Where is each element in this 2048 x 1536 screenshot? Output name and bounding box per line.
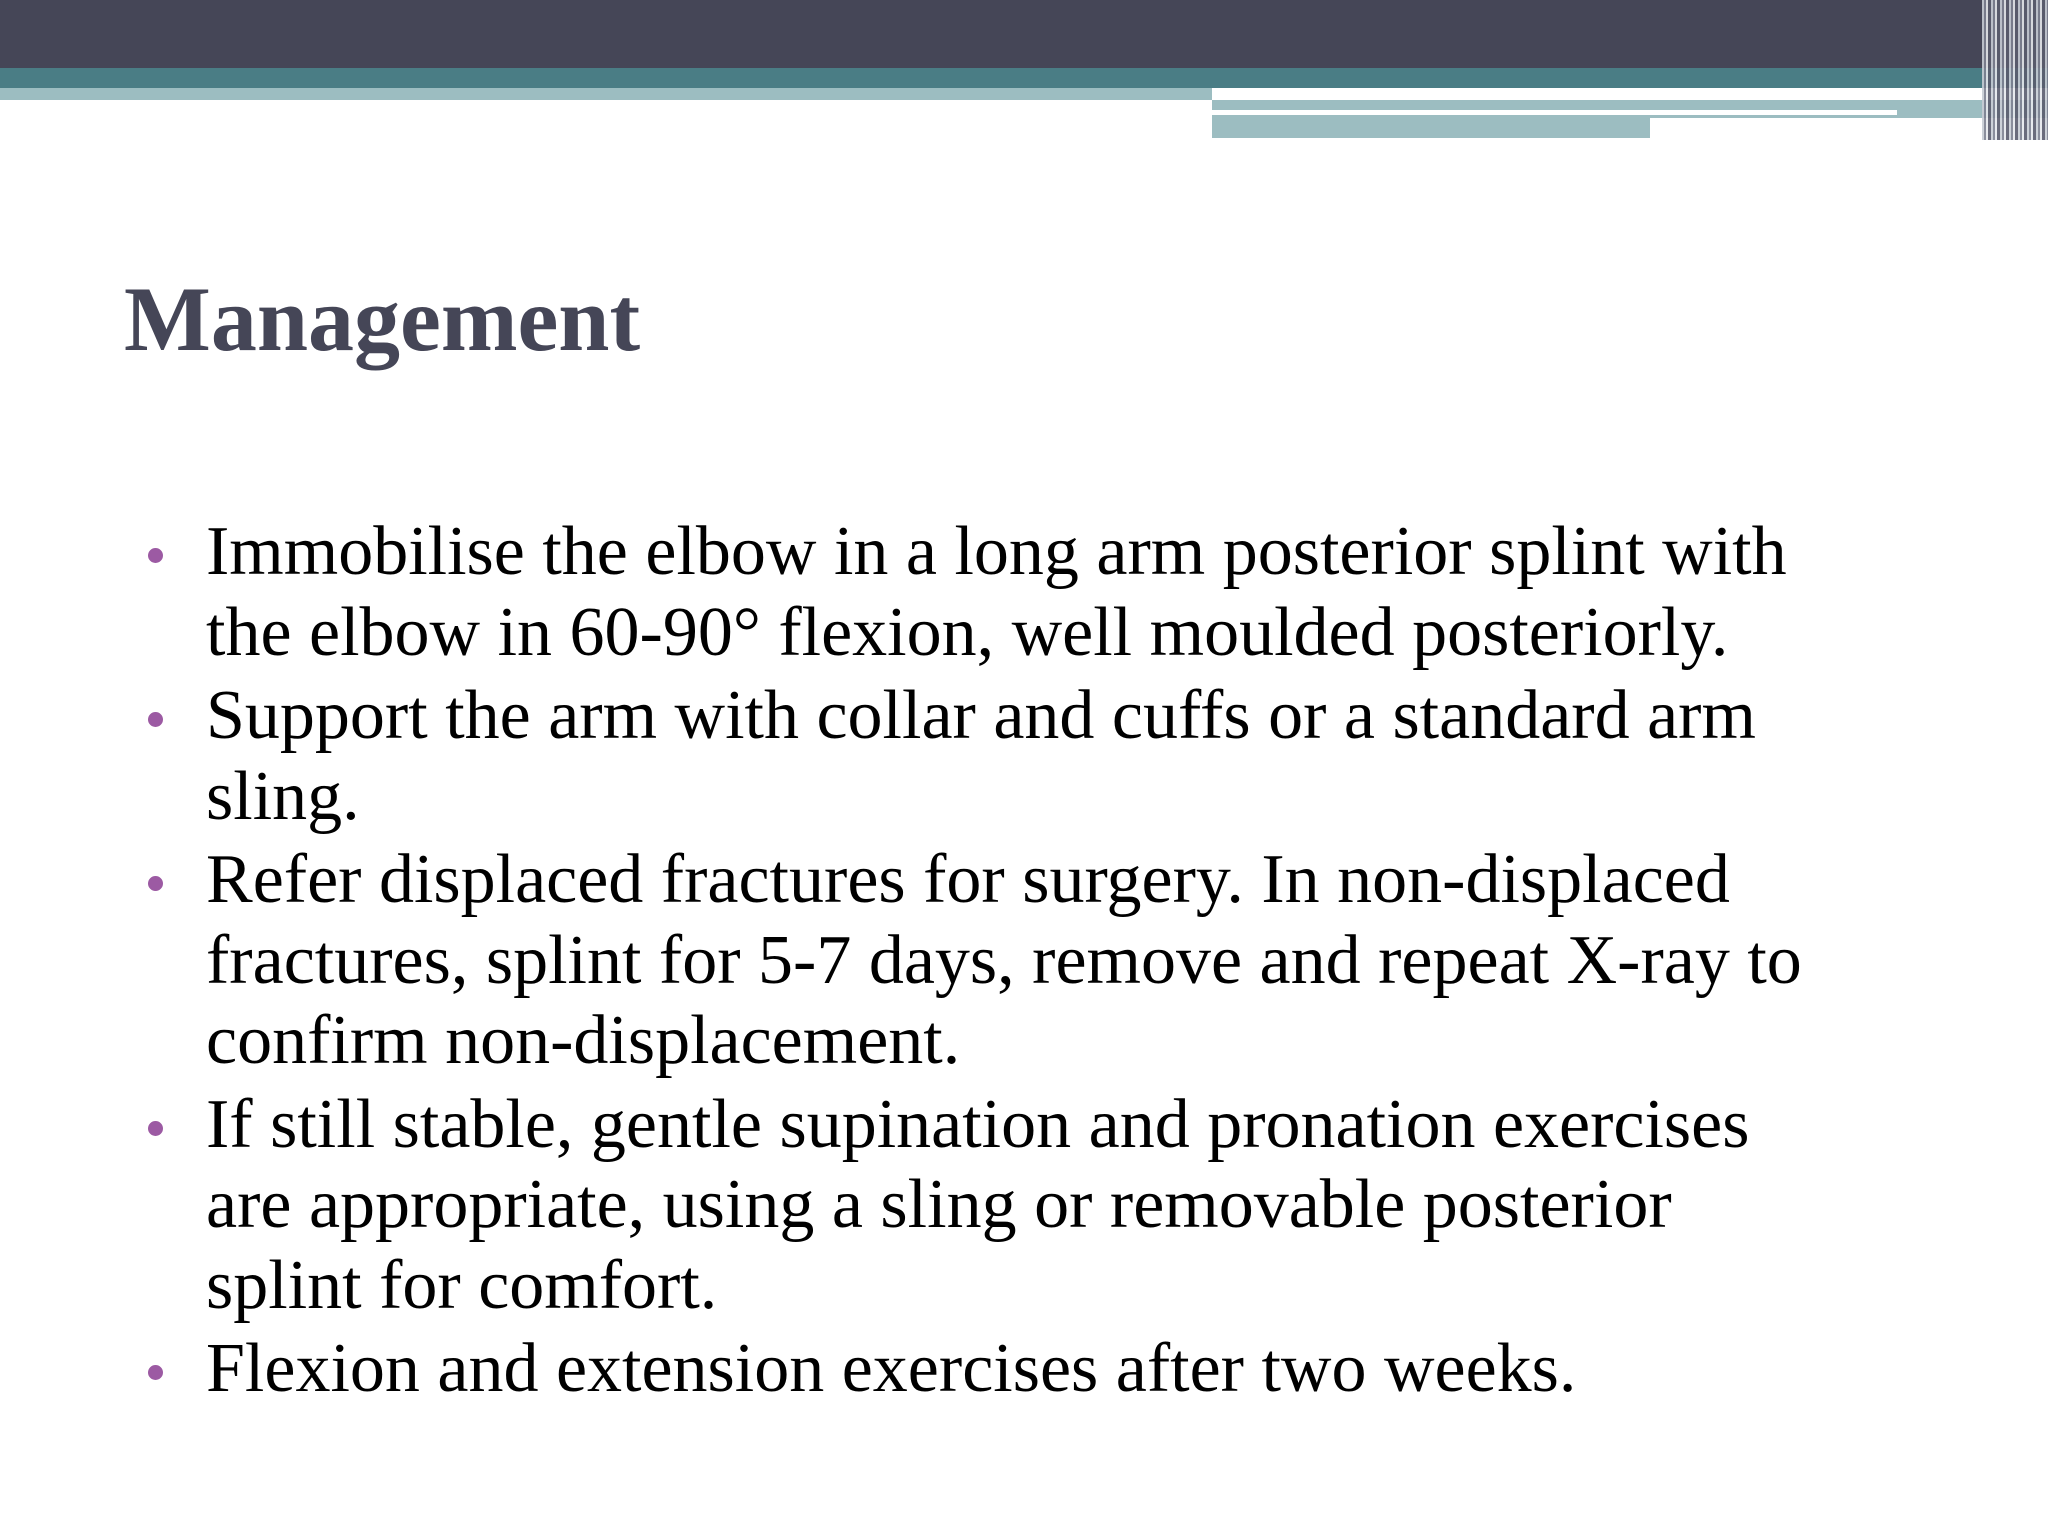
bullet-text-line: If still stable, gentle supination and pronation exercises [206, 1085, 1750, 1163]
bullet-text-line: fractures, splint for 5-7 days, remove and repeat X-ray to [206, 921, 1802, 999]
bullet-text-line: confirm non-displacement. [206, 1002, 961, 1079]
header-bar-light-under [1212, 118, 1650, 138]
bullet-text-line: Flexion and extension exercises after two weeks. [206, 1330, 1577, 1407]
header-bar-light-left [0, 88, 1212, 100]
bullet-dot-icon [148, 712, 163, 727]
bullet-text-line: splint for comfort. [206, 1246, 718, 1324]
bullet-item-1 [148, 512, 1908, 673]
bullet-dot-icon [148, 1121, 163, 1136]
header-stripes-decoration [1982, 0, 2048, 140]
bullet-dot-icon [148, 876, 163, 891]
bullet-item-2 [148, 676, 1908, 837]
header-divider-line [1212, 110, 1897, 115]
header-bar-dark [0, 0, 2048, 68]
bullet-list [148, 512, 1908, 1413]
bullet-item-3 [148, 840, 1908, 1082]
header-bar-light-right [1212, 100, 2048, 118]
bullet-text-line: sling. [206, 757, 360, 835]
bullet-item-5 [148, 1329, 1908, 1410]
slide-title: Management [124, 268, 641, 370]
bullet-text-line: Refer displaced fractures for surgery. In non-displaced [206, 841, 1730, 918]
bullet-text-line: Immobilise the elbow in a long arm posterior splint with [206, 513, 1787, 590]
bullet-text-line: are appropriate, using a sling or removable posterior [206, 1166, 1672, 1243]
bullet-text-line: Support the arm with collar and cuffs or a standard arm [206, 677, 1756, 754]
header-bar-teal [0, 68, 2048, 88]
bullet-dot-icon [148, 1365, 163, 1380]
bullet-text-line: the elbow in 60-90° flexion, well moulded posteriorly. [206, 593, 1729, 671]
bullet-item-4 [148, 1085, 1908, 1327]
bullet-dot-icon [148, 548, 163, 563]
